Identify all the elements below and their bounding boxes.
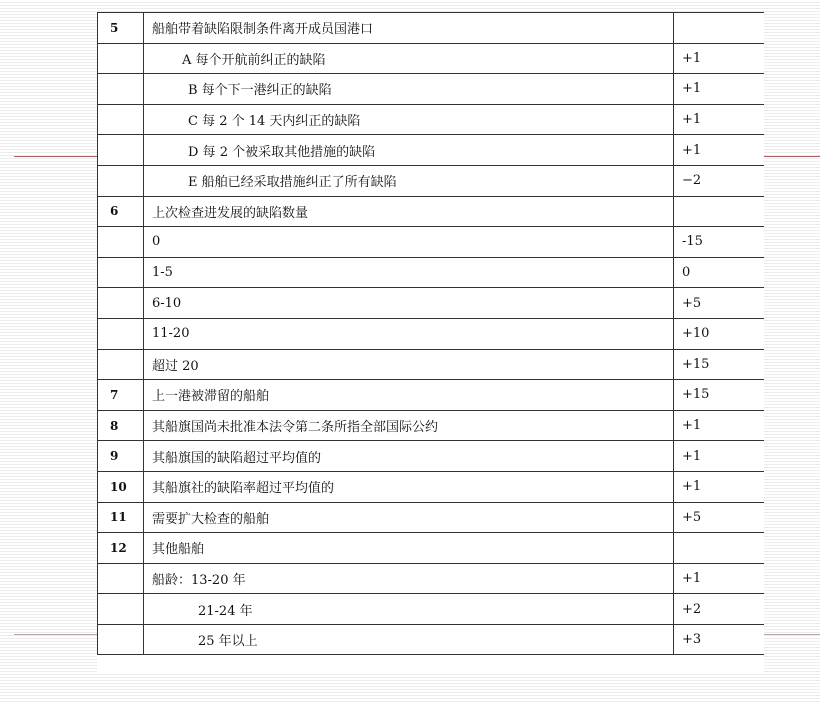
row-score: +5 [674,502,765,533]
table-row [98,533,765,564]
row-score: +1 [674,441,765,472]
row-item: 11-20 [144,318,674,349]
row-item: 0 [144,227,674,258]
row-item: 其船旗社的缺陷率超过平均值的 [144,471,674,502]
row-item: E 船舶已经采取措施纠正了所有缺陷 [144,165,674,196]
row-score: +15 [674,349,765,380]
table-row [98,74,765,105]
row-item: 1-5 [144,257,674,288]
row-score [674,196,765,227]
row-item: 超过 20 [144,349,674,380]
table-row [98,43,765,74]
row-number [98,563,144,594]
row-item: 其船旗国尚未批准本法令第二条所指全部国际公约 [144,410,674,441]
row-item: 其船旗国的缺陷超过平均值的 [144,441,674,472]
row-number [98,135,144,166]
row-score: −2 [674,165,765,196]
row-number [98,104,144,135]
row-item: 6-10 [144,288,674,319]
divider-line [764,156,820,157]
table-row [98,165,765,196]
row-number [98,74,144,105]
row-item: 25 年以上 [144,624,674,655]
table-row [98,104,765,135]
row-number [98,594,144,625]
row-number: 10 [98,471,144,502]
row-number [98,165,144,196]
row-item: 需要扩大检查的船舶 [144,502,674,533]
row-score: +3 [674,624,765,655]
row-item: D 每 2 个被采取其他措施的缺陷 [144,135,674,166]
scoring-table [97,12,764,655]
row-score: +1 [674,104,765,135]
table-row [98,563,765,594]
row-number [98,257,144,288]
row-number [98,624,144,655]
row-score: 0 [674,257,765,288]
row-score: +1 [674,563,765,594]
row-score: -15 [674,227,765,258]
row-number: 8 [98,410,144,441]
scanned-document [97,12,764,672]
row-number [98,288,144,319]
table-row [98,471,765,502]
row-item: 21-24 年 [144,594,674,625]
table-row [98,624,765,655]
row-number [98,349,144,380]
row-number [98,43,144,74]
divider-line [764,634,820,635]
row-number [98,318,144,349]
row-number: 5 [98,13,144,44]
table-row [98,318,765,349]
table-row [98,227,765,258]
table-row [98,288,765,319]
row-number: 12 [98,533,144,564]
table-row [98,349,765,380]
row-number: 6 [98,196,144,227]
row-item: A 每个开航前纠正的缺陷 [144,43,674,74]
row-score: +1 [674,43,765,74]
table-row [98,441,765,472]
row-score [674,13,765,44]
table-row [98,257,765,288]
table-row [98,410,765,441]
row-score: +1 [674,135,765,166]
table-row [98,594,765,625]
row-item: 船舶带着缺陷限制条件离开成员国港口 [144,13,674,44]
row-item: 上一港被滞留的船舶 [144,380,674,411]
row-score [674,533,765,564]
row-score: +1 [674,471,765,502]
row-score: +10 [674,318,765,349]
row-score: +5 [674,288,765,319]
row-item: 船龄：13-20 年 [144,563,674,594]
row-number: 11 [98,502,144,533]
row-score: +1 [674,74,765,105]
row-number: 9 [98,441,144,472]
table-row [98,13,765,44]
table-row [98,380,765,411]
table-row [98,196,765,227]
divider-line [14,156,100,157]
row-number [98,227,144,258]
table-row [98,135,765,166]
row-score: +1 [674,410,765,441]
row-score: +15 [674,380,765,411]
row-score: +2 [674,594,765,625]
table-row [98,502,765,533]
row-item: 上次检查进发展的缺陷数量 [144,196,674,227]
row-item: B 每个下一港纠正的缺陷 [144,74,674,105]
row-item: C 每 2 个 14 天内纠正的缺陷 [144,104,674,135]
row-item: 其他船舶 [144,533,674,564]
row-number: 7 [98,380,144,411]
divider-line [14,634,100,635]
